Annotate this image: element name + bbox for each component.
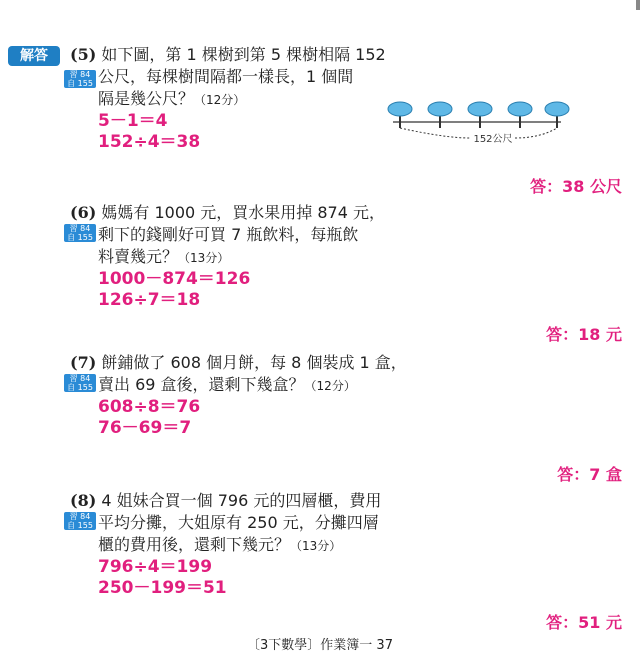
question-line: 媽媽有 1000 元，買水果用掉 874 元，: [101, 203, 385, 222]
points: （12分）: [194, 93, 246, 107]
question-line: 如下圖，第 1 棵樹到第 5 棵樹相隔 152: [101, 45, 386, 64]
question-line: 餅鋪做了 608 個月餅，每 8 個裝成 1 盒，: [101, 353, 407, 372]
work-area: [70, 397, 630, 439]
reference-tag: 習 84 自 155: [64, 374, 96, 392]
tree-diagram: [385, 98, 570, 148]
points: （13分）: [178, 251, 230, 265]
problem-number: (8): [70, 491, 97, 510]
question-line: 公尺，每棵樹間隔都一樣長，1 個間: [98, 67, 354, 86]
problem-8: [67, 490, 630, 599]
diagram-label: 152公尺: [473, 134, 513, 145]
work-area: [70, 269, 630, 311]
work-line: 126÷7＝18: [98, 290, 201, 310]
reference-tag: 習 84 自 155: [64, 70, 96, 88]
tree-icon: [508, 102, 532, 128]
work-line: 5－1＝4: [98, 111, 168, 131]
work-line: 152÷4＝38: [98, 132, 201, 152]
question-line: 料賣幾元？: [98, 247, 179, 266]
question-line: 賣出 69 盒後，還剩下幾盒？: [98, 375, 305, 394]
tree-icon: [545, 102, 569, 128]
reference-tag: 習 84 自 155: [64, 512, 96, 530]
work-line: 796÷4＝199: [98, 557, 213, 577]
points: （13分）: [290, 539, 342, 553]
tree-icon: [428, 102, 452, 128]
points: （12分）: [304, 379, 356, 393]
work-line: 608÷8＝76: [98, 397, 201, 417]
work-area: [70, 557, 630, 599]
answer: 答：7 盒: [557, 465, 622, 484]
answer: 答：51 元: [546, 613, 622, 632]
work-line: 250－199＝51: [98, 578, 227, 598]
answer: 答：38 公尺: [530, 177, 622, 196]
reference-tag: 習 84 自 155: [64, 224, 96, 242]
problem-number: (6): [70, 203, 97, 222]
question-line: 4 姐妹合買一個 796 元的四層櫃，費用: [101, 491, 382, 510]
question-line: 平均分攤，大姐原有 250 元，分攤四層: [98, 513, 379, 532]
problem-7: [67, 352, 630, 439]
problem-number: (7): [70, 353, 97, 372]
question-line: 櫃的費用後，還剩下幾元？: [98, 535, 291, 554]
question-line: 隔是幾公尺？: [98, 89, 195, 108]
answer-badge: 解答: [8, 46, 60, 66]
page-corner-mark: [636, 0, 640, 10]
problem-6: [67, 202, 630, 311]
problem-number: (5): [70, 45, 97, 64]
page-footer: 〔3下數學〕作業簿一 37: [247, 638, 393, 653]
tree-icon: [468, 102, 492, 128]
work-line: 1000－874＝126: [98, 269, 251, 289]
question-line: 剩下的錢剛好可買 7 瓶飲料，每瓶飲: [98, 225, 359, 244]
answer: 答：18 元: [546, 325, 622, 344]
tree-icon: [388, 102, 412, 128]
work-line: 76－69＝7: [98, 418, 192, 438]
